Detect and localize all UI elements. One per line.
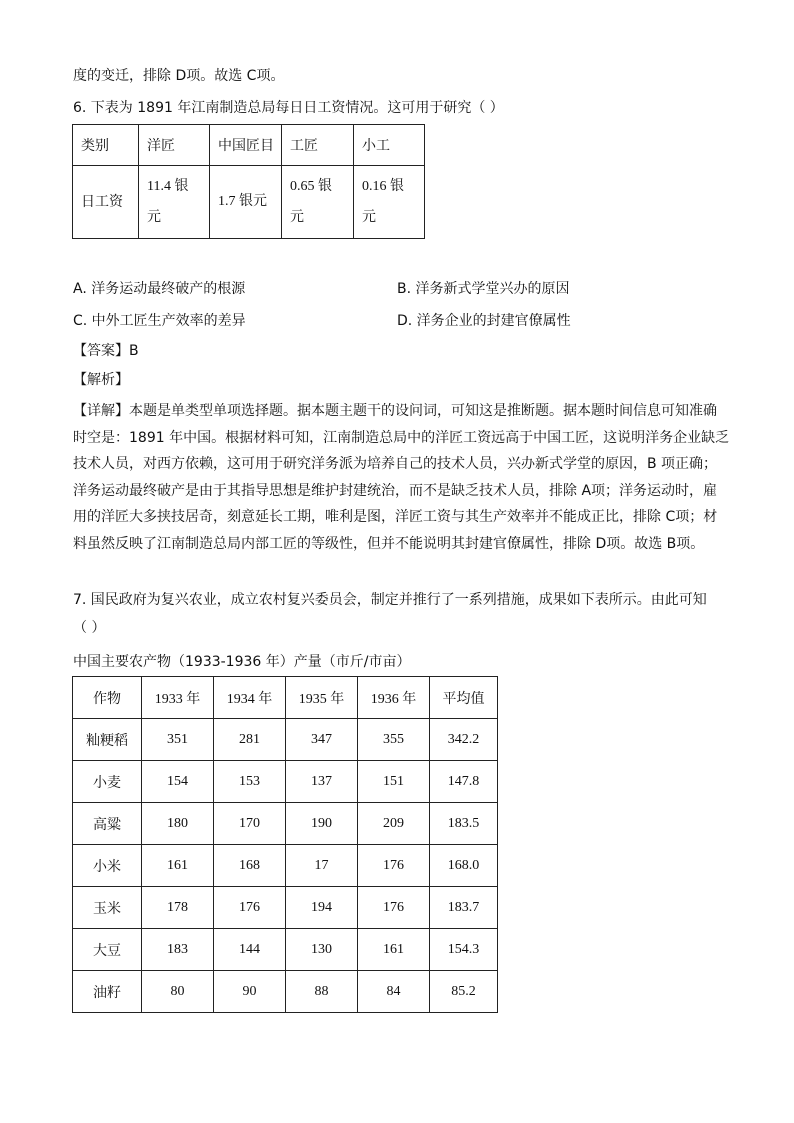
- q6-stem: 6. 下表为 1891 年江南制造总局每日日工资情况。这可用于研究（ ）: [73, 100, 504, 116]
- table-header-row: [73, 125, 425, 166]
- table-cell: [282, 166, 354, 239]
- table-cell: 281: [214, 719, 286, 761]
- table-cell: 170: [214, 803, 286, 845]
- table-cell: 355: [358, 719, 430, 761]
- crop-cell: 小麦: [73, 761, 142, 803]
- cell-line: 元: [290, 209, 304, 225]
- header-cell: 工匠: [282, 125, 354, 166]
- table-cell: 190: [286, 803, 358, 845]
- header-cell: 1935 年: [286, 677, 358, 719]
- table-cell: 84: [358, 971, 430, 1013]
- table-row: [73, 166, 425, 239]
- crop-cell: 油籽: [73, 971, 142, 1013]
- intro-line: 度的变迁，排除 D项。故选 C项。: [73, 68, 285, 84]
- table-row: [73, 845, 498, 887]
- table-cell: 80: [142, 971, 214, 1013]
- table-cell: 180: [142, 803, 214, 845]
- option-d[interactable]: D. 洋务企业的封建官僚属性: [397, 313, 571, 329]
- analysis-line: 时空是：1891 年中国。根据材料可知，江南制造总局中的洋匠工资远高于中国工匠，这说明洋务企业缺乏: [73, 429, 730, 446]
- q6-wage-table: [72, 124, 425, 239]
- table-cell: 176: [214, 887, 286, 929]
- cell-line: 0.65 银: [290, 179, 332, 194]
- table-cell: 161: [142, 845, 214, 887]
- table-row: [73, 761, 498, 803]
- table-row: [73, 971, 498, 1013]
- header-cell: 平均值: [430, 677, 498, 719]
- table-cell: [139, 166, 210, 239]
- table-cell: 351: [142, 719, 214, 761]
- table-cell: 90: [214, 971, 286, 1013]
- row-label: 日工资: [73, 166, 139, 239]
- table-cell: 137: [286, 761, 358, 803]
- crop-cell: 玉米: [73, 887, 142, 929]
- table-header-row: [73, 677, 498, 719]
- crop-cell: 小米: [73, 845, 142, 887]
- header-cell: 类别: [73, 125, 139, 166]
- cell-line: 0.16 银: [362, 179, 404, 194]
- table-row: [73, 803, 498, 845]
- table-cell: 178: [142, 887, 214, 929]
- cell-line: 元: [362, 209, 376, 225]
- analysis-line: 【详解】本题是单类型单项选择题。据本题主题干的设问词，可知这是推断题。据本题时间信息可知准确: [73, 403, 717, 419]
- table-cell: 147.8: [430, 761, 498, 803]
- table-row: [73, 929, 498, 971]
- header-cell: 作物: [73, 677, 142, 719]
- table-cell: 154.3: [430, 929, 498, 971]
- crop-cell: 高粱: [73, 803, 142, 845]
- table-cell: 347: [286, 719, 358, 761]
- table-cell: 85.2: [430, 971, 498, 1013]
- answer-label: 【答案】B: [73, 343, 139, 359]
- crop-cell: 籼粳稻: [73, 719, 142, 761]
- table-cell: 342.2: [430, 719, 498, 761]
- header-cell: 中国匠目: [210, 125, 282, 166]
- option-c[interactable]: C. 中外工匠生产效率的差异: [73, 313, 246, 329]
- table-cell: 144: [214, 929, 286, 971]
- table-cell: 154: [142, 761, 214, 803]
- table-cell: 183: [142, 929, 214, 971]
- table-cell: 194: [286, 887, 358, 929]
- analysis-line: 洋务运动最终破产是由于其指导思想是维护封建统治，而不是缺乏技术人员，排除 A项；洋务运动时，雇: [73, 482, 718, 499]
- table-cell: 209: [358, 803, 430, 845]
- header-cell: 1933 年: [142, 677, 214, 719]
- option-a[interactable]: A. 洋务运动最终破产的根源: [73, 281, 246, 297]
- table-cell: 130: [286, 929, 358, 971]
- table-cell: 153: [214, 761, 286, 803]
- q7-stem-blank: （ ）: [73, 620, 106, 636]
- table-cell: [210, 166, 282, 239]
- header-cell: 1936 年: [358, 677, 430, 719]
- analysis-line: 料虽然反映了江南制造总局内部工匠的等级性，但并不能说明其封建官僚属性，排除 D项。故选 B项。: [73, 535, 705, 552]
- crop-cell: 大豆: [73, 929, 142, 971]
- table-cell: 183.7: [430, 887, 498, 929]
- cell-line: 元: [147, 209, 161, 225]
- analysis-paragraph: [73, 398, 730, 557]
- table-cell: 151: [358, 761, 430, 803]
- header-cell: 1934 年: [214, 677, 286, 719]
- table-row: [73, 887, 498, 929]
- table-row: [73, 719, 498, 761]
- table-cell: 88: [286, 971, 358, 1013]
- analysis-title: 【解析】: [73, 372, 129, 388]
- table-cell: 161: [358, 929, 430, 971]
- option-b[interactable]: B. 洋务新式学堂兴办的原因: [397, 281, 570, 297]
- analysis-line: 用的洋匠大多挟技居奇，刻意延长工期，唯利是图，洋匠工资与其生产效率并不能成正比，排除 C项；材: [73, 509, 718, 525]
- header-cell: 小工: [354, 125, 425, 166]
- q7-stem: 7. 国民政府为复兴农业，成立农村复兴委员会，制定并推行了一系列措施，成果如下表所示。由此可知: [73, 592, 707, 608]
- table-cell: 17: [286, 845, 358, 887]
- analysis-line: 技术人员，对西方依赖，这可用于研究洋务派为培养自己的技术人员，兴办新式学堂的原因，B 项正确；: [73, 456, 718, 472]
- cell-line: 1.7 银元: [218, 194, 267, 209]
- table-cell: [354, 166, 425, 239]
- table-cell: 168.0: [430, 845, 498, 887]
- table-caption: 中国主要农产物（1933-1936 年）产量（市斤/市亩）: [73, 654, 411, 670]
- crop-yield-table: [72, 676, 498, 1013]
- header-cell: 洋匠: [139, 125, 210, 166]
- cell-line: 11.4 银: [147, 179, 189, 194]
- table-cell: 168: [214, 845, 286, 887]
- table-cell: 183.5: [430, 803, 498, 845]
- table-cell: 176: [358, 845, 430, 887]
- table-cell: 176: [358, 887, 430, 929]
